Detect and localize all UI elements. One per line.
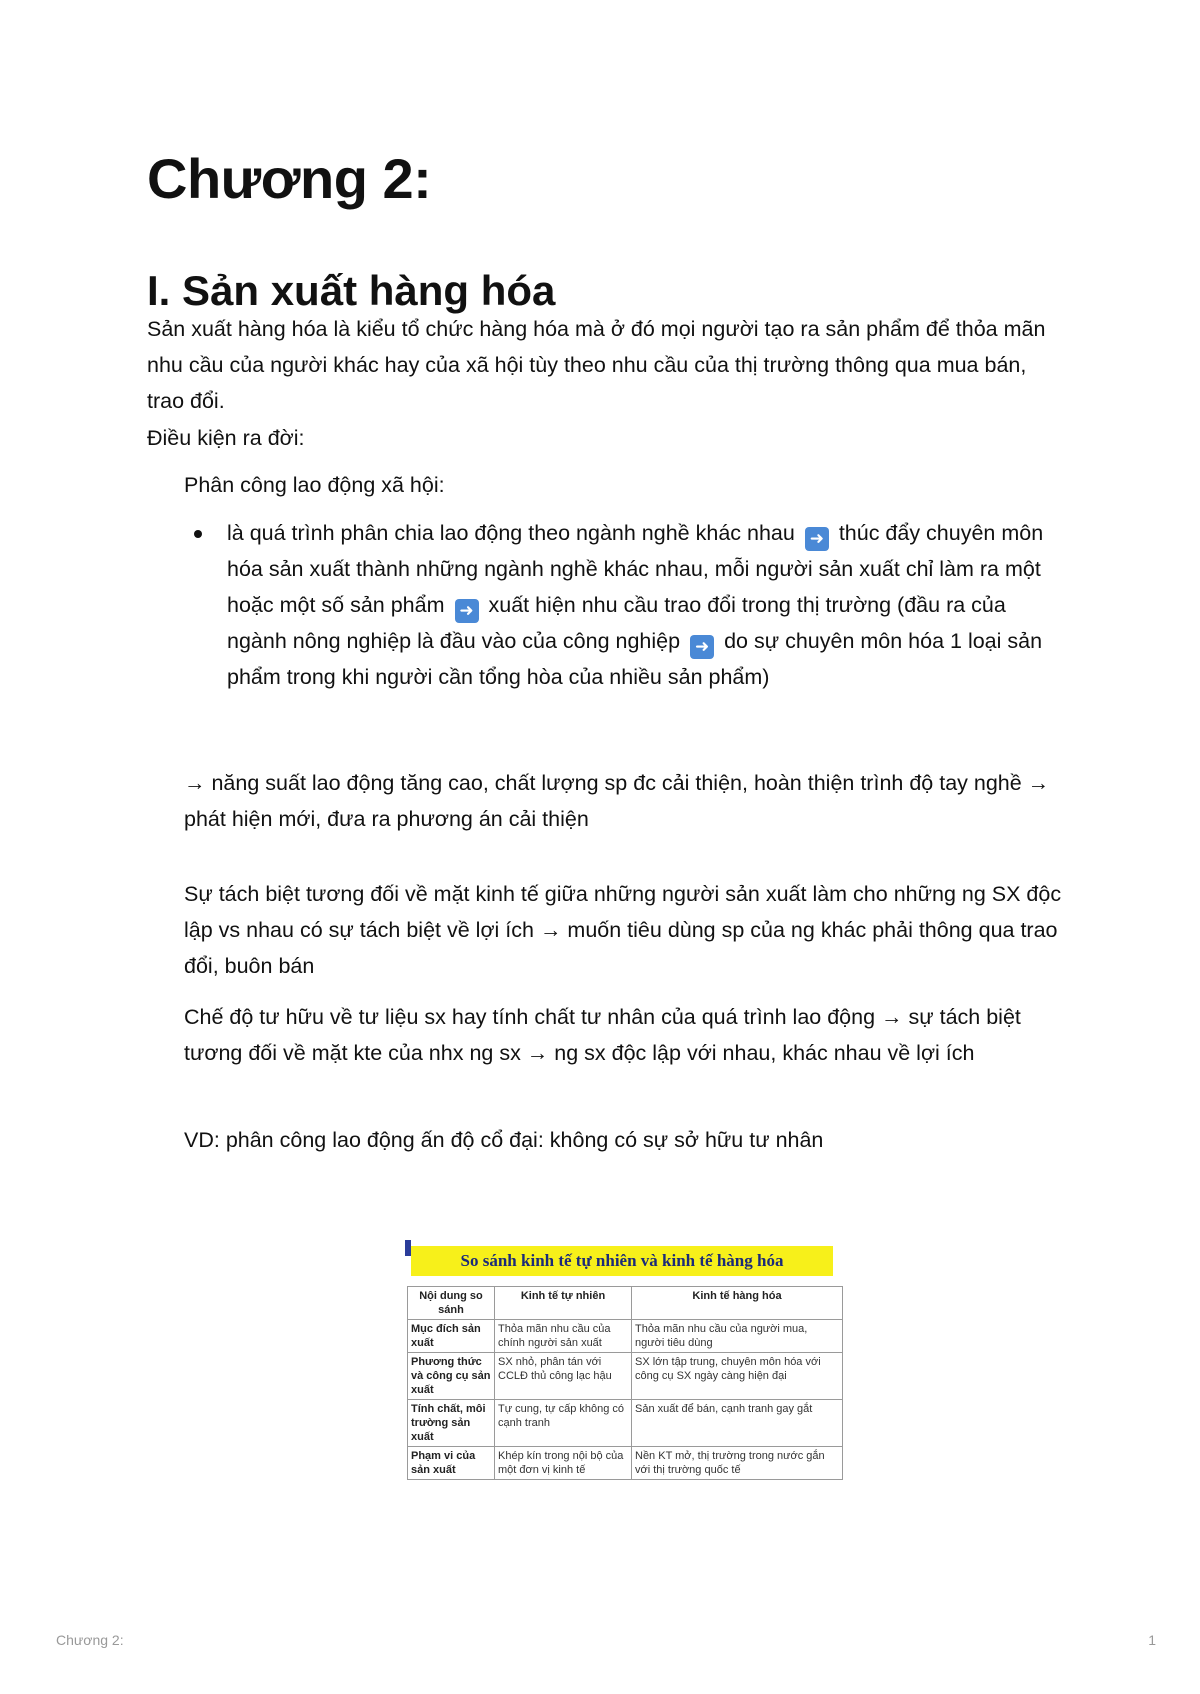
footer-page-number: 1 [1148,1632,1156,1648]
bullet-dot [194,530,202,538]
bullet-text-3: xuất hiện nhu cầu trao đổi trong thị trường (đầu ra của ngành nông nghiệp là đầu vào của công nghiệp [227,593,1006,653]
table-cell: Sản xuất để bán, cạnh tranh gay gắt [632,1400,843,1447]
division-label: Phân công lao động xã hội: [184,473,445,497]
table-cell: SX nhỏ, phân tán với CCLĐ thủ công lạc hậu [495,1353,632,1400]
table-cell: Khép kín trong nội bộ của một đơn vị kinh tế [495,1447,632,1480]
table-row [408,1447,843,1480]
bullet-list [184,515,1067,695]
right-arrow-icon: ➜ [690,635,714,659]
bullet-text-1: là quá trình phân chia lao động theo ngành nghề khác nhau [227,521,795,545]
figure-title: So sánh kinh tế tự nhiên và kinh tế hàng hóa [411,1246,833,1276]
table-cell: Nền KT mở, thị trường trong nước gắn với thị trường quốc tế [632,1447,843,1480]
section-heading: I. Sản xuất hàng hóa [147,267,556,314]
comparison-table-image [405,1240,843,1512]
table-cell: SX lớn tập trung, chuyên môn hóa với công cụ SX ngày càng hiện đại [632,1353,843,1400]
table-row [408,1353,843,1400]
table-cell: Thỏa mãn nhu cầu của chính người sản xuất [495,1320,632,1353]
table-header-cell: Nội dung so sánh [408,1287,495,1320]
footer-chapter-label: Chương 2: [56,1632,124,1648]
table-cell: Phương thức và công cụ sản xuất [408,1353,495,1400]
table-cell: Tự cung, tự cấp không có cạnh tranh [495,1400,632,1447]
ownership-paragraph: Chế độ tư hữu về tư liệu sx hay tính chất tư nhân của quá trình lao động → sự tách biệt tương đối về mặt kte của nhx ng sx → ng sx độc lập với nhau, khác nhau về lợi ích [184,1005,1021,1065]
right-arrow-icon: ➜ [455,599,479,623]
list-item [184,515,1067,695]
definition-paragraph: Sản xuất hàng hóa là kiểu tổ chức hàng hóa mà ở đó mọi người tạo ra sản phẩm để thỏa mãn nhu cầu của người khác hay của xã hội tùy theo nhu cầu của thị trường thông qua mua bán, trao đổi. [147,317,1046,413]
table-header-cell: Kinh tế hàng hóa [632,1287,843,1320]
table-row [408,1400,843,1447]
table-cell: Mục đích sản xuất [408,1320,495,1353]
right-arrow-icon: ➜ [805,527,829,551]
comparison-table [407,1286,843,1480]
bullet-text-4: do sự chuyên môn hóa 1 loại sản phẩm trong khi người cần tổng hòa của nhiều sản phẩm) [227,629,1043,689]
page-title: Chương 2: [147,147,432,210]
table-header-cell: Kinh tế tự nhiên [495,1287,632,1320]
table-row [408,1320,843,1353]
table-cell: Tính chất, môi trường sản xuất [408,1400,495,1447]
bullet-text-2: thúc đẩy chuyên môn hóa sản xuất thành những ngành nghề khác nhau, mỗi người sản xuất chỉ làm ra một hoặc một số sản phẩm [227,521,1044,617]
table-cell: Phạm vi của sản xuất [408,1447,495,1480]
table-header-row [408,1287,843,1320]
separation-paragraph: Sự tách biệt tương đối về mặt kinh tế giữa những người sản xuất làm cho những ng SX độc lập vs nhau có sự tách biệt về lợi ích → muốn tiêu dùng sp của ng khác phải thông qua trao đổi, buôn bán [184,882,1062,978]
example-paragraph: VD: phân công lao động ấn độ cổ đại: không có sự sở hữu tư nhân [184,1128,824,1152]
result-paragraph: → năng suất lao động tăng cao, chất lượng sp đc cải thiện, hoàn thiện trình độ tay nghề → phát hiện mới, đưa ra phương án cải thiện [184,771,1050,831]
table-cell: Thỏa mãn nhu cầu của người mua, người tiêu dùng [632,1320,843,1353]
conditions-label: Điều kiện ra đời: [147,426,305,450]
